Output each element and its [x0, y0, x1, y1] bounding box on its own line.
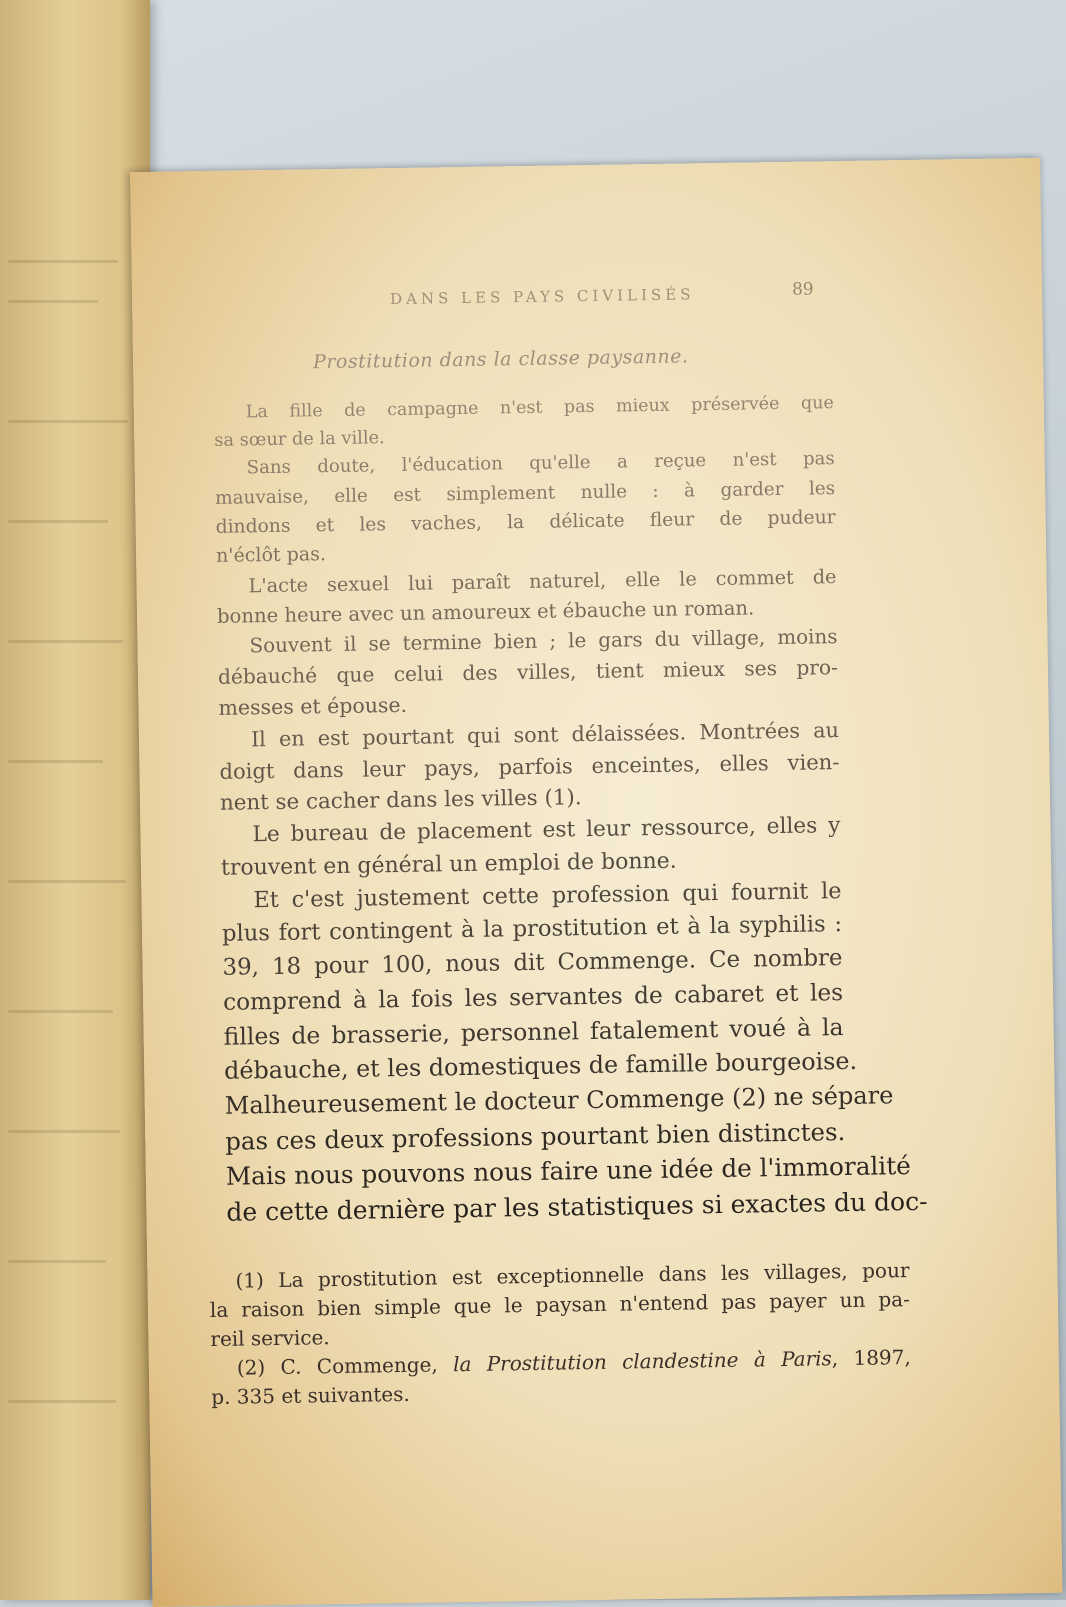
ghost-text-line — [8, 1260, 106, 1263]
book-page — [130, 158, 1062, 1607]
facing-page-edge — [0, 0, 150, 1600]
body-line: Mais nous pouvons nous faire une idée de l'immoralité — [225, 1151, 911, 1192]
ghost-text-line — [8, 1130, 120, 1133]
ghost-text-line — [8, 760, 103, 763]
footnote-2-title: la Prostitution clandestine à Paris — [452, 1346, 832, 1377]
ghost-text-line — [8, 1010, 113, 1013]
ghost-text-line — [8, 520, 108, 523]
body-line: Malheureusement le docteur Commenge (2) ne sépare — [224, 1081, 894, 1120]
footnote-2-prefix: (2) C. Commenge, — [236, 1352, 454, 1380]
footnote-1-line: la raison bien simple que le paysan n'entend pas payer un pa- — [209, 1287, 911, 1323]
ghost-text-line — [8, 640, 123, 643]
ghost-text-line — [8, 300, 98, 303]
body-line: nent se cacher dans les villes (1). — [219, 785, 582, 816]
body-line: filles de brasserie, personnel fatalement voué à la — [223, 1012, 844, 1051]
body-line: 39, 18 pour 100, nous dit Commenge. Ce nombre — [222, 944, 843, 981]
footnote-1-line: (1) La prostitution est exceptionnelle dans les villages, pour — [235, 1258, 910, 1293]
body-line: de cette dernière par les statistiques si exactes du doc- — [226, 1186, 928, 1227]
footnote-2-suffix: , 1897, — [831, 1345, 911, 1371]
body-line: Le bureau de placement est leur ressource, elles y — [252, 813, 841, 848]
footnote-2-line: p. 335 et suivantes. — [211, 1381, 410, 1410]
body-line: comprend à la fois les servantes de cabaret et les — [222, 978, 844, 1016]
body-line: doigt dans leur pays, parfois enceintes, elles vien- — [219, 749, 840, 784]
page-number: 89 — [791, 279, 814, 300]
body-line: Et c'est justement cette profession qui fournit le — [253, 878, 842, 914]
ghost-text-line — [8, 260, 118, 263]
body-line: messes et épouse. — [218, 693, 408, 721]
ghost-text-line — [8, 880, 126, 883]
body-line: plus fort contingent à la prostitution et à la syphilis : — [221, 911, 843, 948]
body-line: Sans doute, l'éducation qu'elle a reçue n'est pas — [246, 448, 835, 479]
body-line: sa sœur de la ville. — [214, 427, 385, 451]
body-line: mauvaise, elle est simplement nulle : à garder les — [215, 478, 836, 509]
body-line: bonne heure avec un amoureux et ébauche un roman. — [216, 596, 755, 628]
body-line: Il en est pourtant qui sont délaissées. Montrées au — [250, 717, 840, 751]
body-line: La fille de campagne n'est pas mieux préservée que — [245, 393, 834, 423]
body-line: débauche, et les domestiques de famille bourgeoise. — [223, 1047, 858, 1085]
section-title: Prostitution dans la classe paysanne. — [312, 345, 689, 374]
footnote-1-line: reil service. — [210, 1325, 330, 1352]
running-head: DANS LES PAYS CIVILISÉS — [389, 285, 695, 309]
body-line: dindons et les vaches, la délicate fleur de pudeur — [215, 506, 836, 538]
body-line: L'acte sexuel lui paraît naturel, elle le commet de — [248, 564, 837, 598]
footnotes — [209, 1256, 911, 1412]
body-line: n'éclôt pas. — [215, 543, 327, 568]
ghost-text-line — [8, 1400, 116, 1403]
body-line: débauché que celui des villes, tient mieux ses pro- — [217, 655, 839, 690]
body-line: Souvent il se termine bien ; le gars du village, moins — [249, 624, 838, 658]
body-text — [214, 389, 928, 1231]
ghost-text-line — [8, 420, 128, 423]
body-line: trouvent en général un emploi de bonne. — [220, 848, 677, 881]
body-line: pas ces deux professions pourtant bien distinctes. — [225, 1116, 846, 1156]
